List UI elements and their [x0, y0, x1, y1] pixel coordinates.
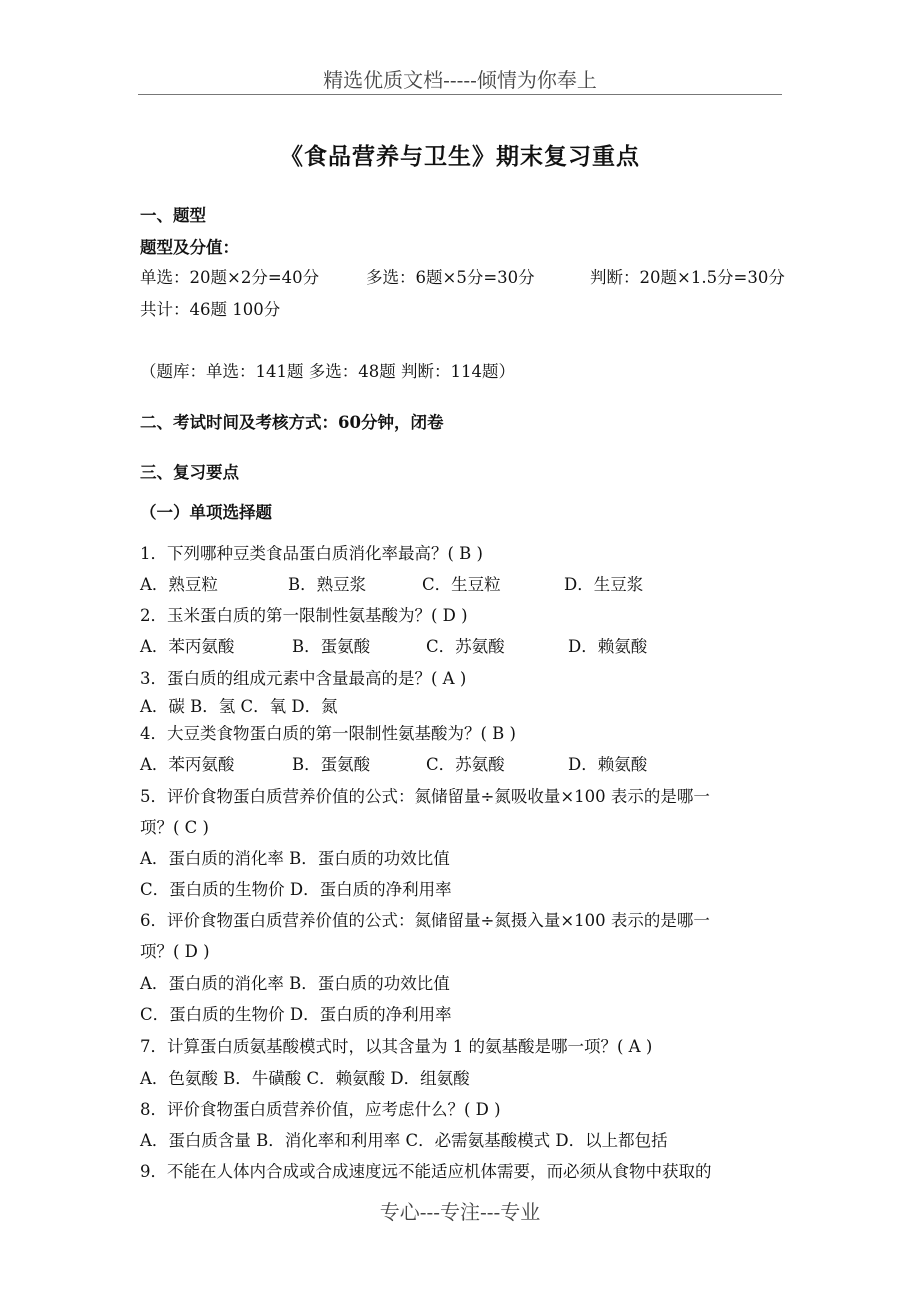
option: C．苏氨酸 — [426, 637, 505, 656]
question-5-options-row-1: A．蛋白质的消化率 B．蛋白质的功效比值 — [140, 849, 450, 868]
question-7: 7．计算蛋白质氨基酸模式时，以其含量为 1 的氨基酸是哪一项？( A ) — [140, 1037, 653, 1056]
question-5-options-row-2: C．蛋白质的生物价 D．蛋白质的净利用率 — [140, 880, 452, 899]
option: D．赖氨酸 — [568, 637, 648, 656]
option: D．生豆浆 — [564, 575, 644, 594]
question-6-options-row-1: A．蛋白质的消化率 B．蛋白质的功效比值 — [140, 974, 450, 993]
option: D．赖氨酸 — [568, 755, 648, 774]
option: C．苏氨酸 — [426, 755, 505, 774]
question-2: 2．玉米蛋白质的第一限制性氨基酸为？( D ) — [140, 606, 468, 625]
page-footer: 专心---专注---专业 — [379, 1200, 541, 1224]
score-row — [140, 264, 785, 288]
question-8: 8．评价食物蛋白质营养价值，应考虑什么？( D ) — [140, 1100, 501, 1119]
question-8-options: A．蛋白质含量 B．消化率和利用率 C．必需氨基酸模式 D．以上都包括 — [140, 1131, 668, 1150]
question-bank-counts: （题库：单选：141题 多选：48题 判断：114题） — [140, 362, 515, 381]
page-header: 精选优质文档-----倾情为你奉上 — [323, 68, 597, 92]
question-3: 3．蛋白质的组成元素中含量最高的是？( A ) — [140, 669, 467, 688]
subheading-scores: 题型及分值： — [140, 238, 239, 257]
question-6-continuation: 项？( D ) — [140, 942, 210, 961]
section-heading-exam-format: 二、考试时间及考核方式：60分钟，闭卷 — [140, 413, 444, 432]
question-1-options — [140, 571, 780, 595]
option: C．生豆粒 — [422, 575, 501, 594]
option: A．熟豆粒 — [140, 575, 218, 594]
section-heading-question-types: 一、题型 — [140, 206, 206, 225]
question-3-options: A．碳 B．氢 C．氧 D．氮 — [140, 697, 338, 716]
score-total: 共计：46题 100分 — [140, 300, 281, 319]
option: A．苯丙氨酸 — [140, 755, 235, 774]
option: B．蛋氨酸 — [292, 755, 371, 774]
score-single-choice: 单选：20题×2分=40分 — [140, 268, 320, 287]
question-6: 6．评价食物蛋白质营养价值的公式：氮储留量÷氮摄入量×100 表示的是哪一 — [140, 911, 710, 930]
score-multiple-choice: 多选：6题×5分=30分 — [366, 268, 535, 287]
question-5-continuation: 项？( C ) — [140, 818, 209, 837]
section-heading-review: 三、复习要点 — [140, 463, 239, 482]
score-true-false: 判断：20题×1.5分=30分 — [590, 268, 785, 287]
question-2-options — [140, 633, 780, 657]
question-5: 5．评价食物蛋白质营养价值的公式：氮储留量÷氮吸收量×100 表示的是哪一 — [140, 787, 710, 806]
question-7-options: A．色氨酸 B．牛磺酸 C．赖氨酸 D．组氨酸 — [140, 1069, 470, 1088]
option: A．苯丙氨酸 — [140, 637, 235, 656]
option: B．熟豆浆 — [288, 575, 367, 594]
question-1: 1．下列哪种豆类食品蛋白质消化率最高？( B ) — [140, 544, 483, 563]
question-6-options-row-2: C．蛋白质的生物价 D．蛋白质的净利用率 — [140, 1005, 452, 1024]
question-9: 9．不能在人体内合成或合成速度远不能适应机体需要，而必须从食物中获取的 — [140, 1162, 712, 1181]
option: B．蛋氨酸 — [292, 637, 371, 656]
question-4-options — [140, 751, 780, 775]
subheading-single-choice: （一）单项选择题 — [140, 503, 272, 522]
document-title: 《食品营养与卫生》期末复习重点 — [280, 143, 640, 170]
header-divider — [138, 94, 782, 95]
question-4: 4．大豆类食物蛋白质的第一限制性氨基酸为？( B ) — [140, 724, 516, 743]
